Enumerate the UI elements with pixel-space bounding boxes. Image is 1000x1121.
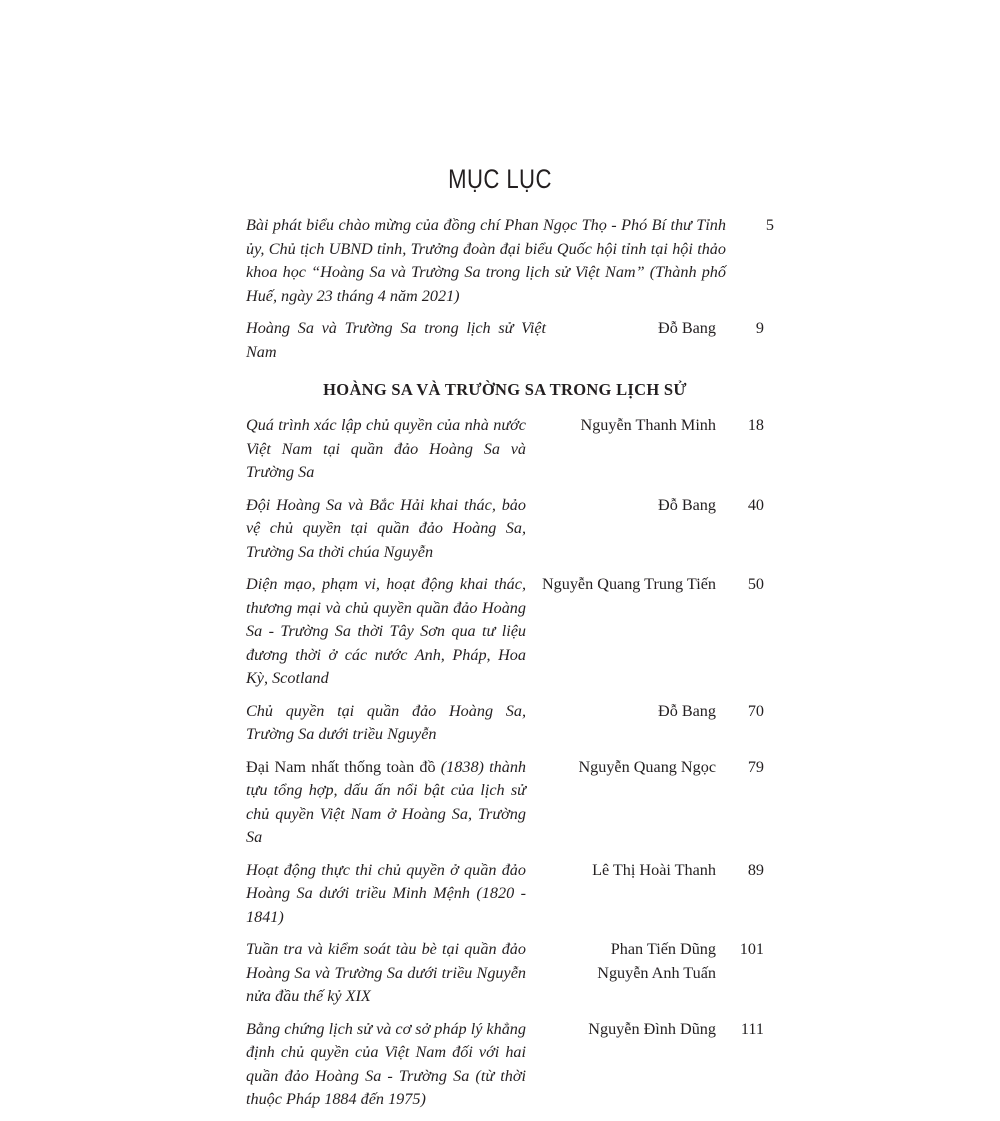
entry-author: Nguyễn Quang Trung Tiến [541, 575, 716, 593]
toc-entry [246, 573, 764, 691]
toc-entry [246, 859, 764, 930]
entry-page-number: 5 [765, 216, 774, 234]
entry-page-number: 89 [747, 860, 764, 879]
toc-entry [246, 938, 764, 1009]
entry-title: Tuần tra và kiểm soát tàu bè tại quần đảo Hoàng Sa và Trường Sa dưới triều Nguyễn nửa đầu thế kỷ XIX [246, 940, 526, 1005]
entry-author: Phan Tiến Dũng Nguyễn Anh Tuấn [597, 940, 716, 982]
toc-entry [246, 700, 764, 747]
entry-title: Bằng chứng lịch sử và cơ sở pháp lý khẳng định chủ quyền của Việt Nam đối với hai quần đảo Hoàng Sa - Trường Sa (từ thời thuộc Pháp 1884 đến 1975) [246, 1019, 526, 1108]
entry-author: Nguyễn Thanh Minh [580, 416, 716, 434]
entry-author: Đỗ Bang [658, 495, 716, 514]
page-title: MỤC LỤC [448, 164, 552, 194]
entry-title [246, 756, 526, 850]
entry-author: Lê Thị Hoài Thanh [592, 860, 716, 879]
entry-title: Diện mạo, phạm vi, hoạt động khai thác, thương mại và chủ quyền quần đảo Hoàng Sa - Trường Sa thời Tây Sơn qua tư liệu đương thời ở các nước Anh, Pháp, Hoa Kỳ, Scotland [246, 575, 526, 687]
toc-entry [246, 756, 764, 850]
toc-entry [246, 494, 764, 565]
entry-title: Chủ quyền tại quần đảo Hoàng Sa, Trường Sa dưới triều Nguyễn [246, 701, 526, 743]
toc-entry [246, 1018, 764, 1112]
entry-title: Quá trình xác lập chủ quyền của nhà nước Việt Nam tại quần đảo Hoàng Sa và Trường Sa [246, 416, 526, 481]
section-heading: HOÀNG SA VÀ TRƯỜNG SA TRONG LỊCH SỬ [323, 380, 687, 399]
entry-title: Hoạt động thực thi chủ quyền ở quần đảo Hoàng Sa dưới triều Minh Mệnh (1820 - 1841) [246, 860, 526, 926]
entry-page-number: 9 [755, 319, 764, 337]
entry-page-number: 18 [747, 416, 764, 434]
entry-page-number: 70 [747, 701, 764, 720]
map-title: Đại Nam nhất thống toàn đồ [246, 757, 436, 776]
entry-author: Nguyễn Đình Dũng [588, 1019, 716, 1038]
toc-entry [246, 414, 764, 485]
entry-title-rest: (1838) thành tựu tổng hợp, dấu ấn nổi bật của lịch sử chủ quyền Việt Nam ở Hoàng Sa, Trường Sa [246, 757, 527, 846]
entry-author: Đỗ Bang [658, 701, 716, 720]
toc-entry-welcome-speech [246, 214, 774, 308]
entry-page-number: 111 [740, 1019, 764, 1038]
entry-author: Đỗ Bang [658, 319, 716, 337]
entry-page-number: 50 [747, 575, 764, 593]
entry-page-number: 40 [747, 495, 764, 514]
entry-page-number: 79 [747, 757, 764, 776]
toc-entry-introduction [246, 317, 764, 364]
entry-page-number: 101 [739, 940, 764, 958]
entry-title: Bài phát biểu chào mừng của đồng chí Phan Ngọc Thọ - Phó Bí thư Tỉnh ủy, Chủ tịch UBND tỉnh, Trưởng đoàn đại biểu Quốc hội tỉnh tại hội thảo khoa học “Hoàng Sa và Trường Sa trong lịch sử Việt Nam” (Thành phố Huế, ngày 23 tháng 4 năm 2021) [246, 216, 726, 305]
table-of-contents [246, 214, 774, 1121]
entry-title: Đội Hoàng Sa và Bắc Hải khai thác, bảo vệ chủ quyền tại quần đảo Hoàng Sa, Trường Sa thời chúa Nguyễn [246, 495, 526, 561]
entry-author: Nguyễn Quang Ngọc [578, 757, 716, 776]
entry-title: Hoàng Sa và Trường Sa trong lịch sử Việt Nam [246, 319, 546, 361]
